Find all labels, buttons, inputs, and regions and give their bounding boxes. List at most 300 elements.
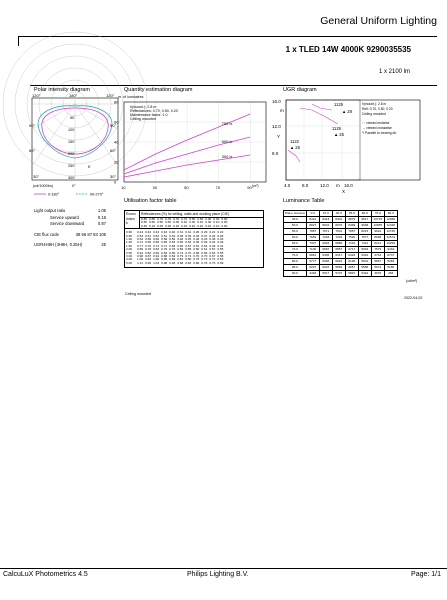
lum-cell: 7669: [306, 235, 319, 241]
ut-cell: 0.94: [137, 250, 144, 255]
table-row: [125, 262, 224, 265]
lum-cell: 7987: [306, 229, 319, 235]
polar-radial-100: 100: [68, 128, 75, 132]
lum-cell: 65.0: [284, 241, 307, 247]
ut-cell: 0.51: [161, 233, 168, 238]
lum-cell: 5442: [358, 271, 371, 277]
ut-cell: 0.74: [177, 250, 184, 255]
quantity-series-label: 500 lx: [221, 139, 233, 144]
stat-up-value: 0.18: [97, 214, 106, 220]
ugr-title: UGR diagram: [283, 87, 317, 93]
luminance-unit: (cd/m²): [406, 279, 418, 283]
lum-cell: 8499: [345, 223, 358, 229]
ut-refl-cell: 0.30: [141, 223, 148, 228]
ut-room-index: 1.00: [126, 236, 133, 241]
ut-cell: 0.55: [217, 247, 224, 252]
polar-angle-tl: 120°: [32, 93, 41, 98]
quantity-xtick-label: 90: [247, 185, 252, 190]
ut-cell: 0.41: [217, 243, 224, 248]
ut-cell: 0.84: [169, 253, 176, 258]
ut-refl-cell: 0.70: [165, 217, 172, 221]
lum-cell: 5074: [371, 265, 384, 271]
ut-cell: 0.74: [153, 243, 160, 248]
polar-angle-top: 180°: [69, 93, 78, 98]
lum-cell: 9038: [358, 223, 371, 229]
ut-cell: 0.49: [201, 240, 208, 245]
quantity-series-label: 750 lx: [221, 121, 233, 126]
ugr-legend-ceiling: Ceiling mounted: [362, 111, 386, 116]
ut-cell: 0.45: [185, 236, 192, 241]
ut-cell: 0.60: [153, 236, 160, 241]
lum-cell: 7204: [332, 235, 345, 241]
lum-header-cell: 15.0: [319, 211, 332, 217]
lum-cell: 80.0: [284, 259, 307, 265]
ugr-point-2-label: 1125: [332, 126, 342, 131]
ut-cell: 0.49: [209, 243, 216, 248]
ut-refl-cell: 0.80: [141, 217, 148, 221]
ut-refl-cell: 0.00: [221, 217, 228, 221]
quantity-reflectances: Reflectances: 0.70, 0.50, 0.20: [130, 109, 178, 114]
lum-cell: 5897: [345, 271, 358, 277]
ut-cell: 0.70: [193, 253, 200, 258]
lum-cell: 55.0: [284, 229, 307, 235]
ugr-point-1-value: ▲ 28: [342, 109, 352, 114]
ut-cell: 0.98: [161, 260, 168, 265]
lum-cell: 7579: [371, 247, 384, 253]
lum-cell: 6886: [332, 241, 345, 247]
lum-cell: 9434: [384, 247, 397, 253]
lum-cell: 7441: [358, 241, 371, 247]
ut-cell: 0.22: [217, 230, 224, 235]
lum-cell: 11348: [384, 223, 397, 229]
ut-cell: 0.63: [209, 250, 216, 255]
ut-cell: 0.55: [217, 250, 224, 255]
ugr-y-mid: 12.0: [272, 124, 281, 129]
ut-refl-cell: 0.50: [189, 217, 196, 221]
lumen-output: 1 x 2100 lm: [378, 69, 410, 75]
ut-cell: 0.84: [177, 257, 184, 262]
ut-cell: 0.44: [209, 240, 216, 245]
ut-cell: 0.39: [185, 233, 192, 238]
lum-cell: 7307: [306, 241, 319, 247]
lum-cell: 11574: [384, 235, 397, 241]
ut-refl-cell: 0.10: [197, 223, 204, 228]
ut-cell: 0.52: [185, 240, 192, 245]
lum-cell: 5859: [332, 265, 345, 271]
ut-cell: 0.37: [201, 233, 208, 238]
ut-cell: 0.32: [209, 233, 216, 238]
lum-cell: 11735: [384, 229, 397, 235]
polar-legend-c0: 0-180°: [48, 192, 60, 197]
footer-software: CalcuLuX Photometrics 4.5: [3, 571, 88, 578]
ut-cell: 0.51: [145, 233, 152, 238]
ut-cell: 0.49: [169, 233, 176, 238]
ut-refl-cell: 0.30: [157, 223, 164, 228]
lum-cell: 7957: [345, 229, 358, 235]
ut-refl-cell: 0.50: [149, 220, 156, 225]
polar-radial-150: 150: [68, 140, 75, 144]
ut-cell: 0.76: [193, 257, 200, 262]
ut-cell: 0.29: [201, 230, 208, 235]
lum-cell: 6557: [332, 247, 345, 253]
ut-cell: 0.80: [169, 250, 176, 255]
ut-cell: 0.71: [137, 240, 144, 245]
lum-cell: 6269: [384, 259, 397, 265]
ut-cell: 0.77: [137, 243, 144, 248]
quantity-xtick-label: 50: [184, 185, 189, 190]
ut-cell: 1.06: [137, 257, 144, 262]
ut-cell: 0.55: [177, 240, 184, 245]
ut-cell: 0.88: [161, 253, 168, 258]
stat-up-label: Service upward: [50, 214, 79, 220]
lum-cell: 7100: [306, 247, 319, 253]
ut-cell: 0.40: [193, 236, 200, 241]
ut-k-label: k: [126, 221, 128, 226]
ut-refl-cell: 0.70: [173, 217, 180, 221]
ut-refl-cell: 0.20: [165, 223, 172, 228]
ugr-legend: [362, 102, 420, 136]
ut-cell: 0.70: [185, 250, 192, 255]
ut-cell: 0.54: [201, 243, 208, 248]
lum-cell: 7631: [332, 229, 345, 235]
ugr-x-tick-2: 12.0: [320, 183, 329, 188]
lum-cell: 6297: [306, 265, 319, 271]
ut-refl-cell: 0.50: [141, 220, 148, 225]
polar-diagram: [30, 94, 120, 200]
ugr-point-1-label: 1125: [334, 102, 344, 107]
lum-cell: 6435: [319, 253, 332, 259]
polar-radial-250: 250: [68, 164, 75, 168]
ut-cell: 0.87: [145, 253, 152, 258]
ugr-stat-value: 25: [101, 242, 106, 247]
lum-cell: 8034: [319, 223, 332, 229]
ut-room-index: 5.00: [126, 260, 133, 265]
polar-title: Polar intensity diagram: [34, 87, 90, 93]
ut-cell: 0.40: [169, 230, 176, 235]
quantity-xtick-label: 70: [215, 185, 221, 190]
ut-cell: 0.76: [209, 260, 216, 265]
ut-cell: 0.82: [145, 250, 152, 255]
quantity-xtick-label: 10: [121, 185, 126, 190]
ut-cell: 0.68: [169, 243, 176, 248]
lum-header-cell: 60.0: [358, 211, 371, 217]
quantity-ytick-label: 0: [114, 179, 117, 185]
lum-cell: 90.0: [284, 271, 307, 277]
stat-down-value: 0.87: [97, 221, 106, 226]
lum-cell: 6932: [358, 247, 371, 253]
ut-cell: 0.65: [161, 240, 168, 245]
utilisation-title: Utilisation factor table: [124, 198, 177, 204]
ut-cell: 0.63: [217, 257, 224, 262]
quantity-ytick-label: 40: [114, 139, 119, 145]
ut-cell: 0.68: [153, 240, 160, 245]
lum-cell: 8413: [319, 217, 332, 223]
ut-cell: 0.58: [145, 236, 152, 241]
ut-refl-cell: 0.30: [205, 220, 212, 225]
ugr-x-tick-0: 4.0: [284, 183, 291, 188]
ut-cell: 0.76: [169, 247, 176, 252]
ugr-y-top: 16.0: [272, 99, 281, 104]
footer-page: Page: 1/1: [411, 571, 441, 578]
lum-cell: 6266: [319, 259, 332, 265]
ut-cell: 0.66: [193, 250, 200, 255]
ut-cell: 0.28: [217, 233, 224, 238]
ut-cell: 0.69: [177, 247, 184, 252]
ut-cell: 0.70: [145, 243, 152, 248]
ut-cell: 0.38: [209, 236, 216, 241]
ut-cell: 0.42: [145, 230, 152, 235]
ut-cell: 0.84: [161, 250, 168, 255]
ut-cell: 1.00: [153, 257, 160, 262]
ut-cell: 0.52: [153, 233, 160, 238]
ut-refl-cell: 0.70: [181, 217, 188, 221]
ut-cell: 0.79: [177, 253, 184, 258]
ut-cell: 0.83: [153, 247, 160, 252]
ut-cell: 0.43: [153, 230, 160, 235]
ut-refl-cell: 0.80: [149, 217, 156, 221]
lum-cell: 8215: [358, 229, 371, 235]
ut-refl-cell: 0.10: [189, 223, 196, 228]
ut-cell: 0.63: [169, 240, 176, 245]
quantity-series-label: 300 lx: [221, 154, 233, 159]
ut-refl-cell: 0.10: [205, 223, 212, 228]
ut-cell: 1.11: [137, 260, 143, 265]
ut-cell: 0.39: [177, 233, 184, 238]
polar-angle-l60: 60°: [29, 148, 36, 153]
ut-cell: 0.65: [185, 247, 192, 252]
ugr-point-2-value: ▲ 25: [334, 132, 344, 137]
lum-cell: 5180: [384, 265, 397, 271]
polar-angle-l90: 90°: [29, 123, 36, 128]
lum-cell: 85.0: [284, 265, 307, 271]
lum-header-cell: Plane Gamma: [285, 210, 305, 215]
ut-refl-cell: 0.50: [165, 220, 172, 225]
polar-angle-r30: 30°: [110, 174, 117, 179]
stat-lor-value: 1.05: [97, 208, 106, 213]
ut-cell: 0.67: [209, 253, 216, 258]
ut-refl-cell: 0.30: [173, 220, 180, 225]
polar-angle-r60: 60°: [110, 148, 117, 153]
ut-cell: 0.78: [201, 260, 208, 265]
ut-room-index: 2.50: [126, 250, 133, 255]
ut-cell: 0.56: [169, 236, 176, 241]
ugr-stat-label: UGR4H8H (4H8H, 0.25H): [34, 242, 83, 247]
ut-refl-cell: 0.50: [197, 217, 204, 221]
lum-cell: 6317: [332, 253, 345, 259]
ut-refl-cell: 0.70: [157, 217, 164, 221]
lum-cell: 8879: [345, 217, 358, 223]
section-rule: [30, 85, 437, 86]
footer-rule: [0, 568, 447, 569]
ut-refl-cell: 0.30: [213, 217, 220, 221]
ut-cell: 0.44: [137, 230, 144, 235]
ut-heading: Reflectances (%) for ceiling, walls and working plane (CIE): [140, 211, 263, 218]
lum-cell: 284: [384, 271, 397, 277]
ut-room-index: 3.00: [126, 253, 133, 258]
lum-cell: 5917: [319, 271, 332, 277]
quantity-title: Quantity estimation diagram: [124, 87, 193, 93]
ugr-x-tick-unit: m: [336, 183, 340, 188]
lum-cell: 6764: [371, 253, 384, 259]
lum-cell: 8214: [371, 241, 384, 247]
ut-cell: 0.58: [217, 253, 224, 258]
ut-cell: 0.90: [153, 250, 160, 255]
stat-down-label: Service downward: [50, 221, 85, 226]
ut-refl-cell: 0.10: [181, 223, 188, 228]
ut-refl-cell: 0.10: [197, 220, 204, 225]
ut-cell: 0.80: [185, 257, 192, 262]
polar-center-label: E: [88, 165, 91, 169]
lum-cell: 8737: [384, 253, 397, 259]
lum-cell: 6196: [345, 259, 358, 265]
ut-cell: 0.80: [193, 260, 200, 265]
ut-refl-cell: 0.10: [149, 223, 156, 228]
ut-note: Ceiling mounted: [125, 292, 151, 296]
ugr-point-3-value: ▲ 25: [290, 145, 300, 150]
ut-cell: 0.43: [201, 236, 208, 241]
ut-refl-cell: 0.10: [213, 223, 220, 228]
ut-cell: 1.03: [153, 260, 160, 265]
ut-room-index: 1.25: [126, 240, 133, 245]
photometric-stats: [34, 208, 106, 249]
lum-cell: 3976: [371, 271, 384, 277]
ugr-legend-height: h(mount.): 2.8 m: [362, 102, 387, 106]
ut-cell: 0.31: [177, 230, 184, 235]
lum-cell: 6994: [319, 241, 332, 247]
ugr-legend-parallel: Y Parallel to viewing dir.: [362, 130, 397, 135]
lum-cell: 10055: [371, 223, 384, 229]
lum-header-cell: 30.0: [332, 211, 345, 217]
ut-refl-cell: 0.30: [189, 220, 196, 225]
cie-label: CIE flux code: [34, 231, 59, 237]
polar-angle-l30: 30°: [33, 174, 40, 179]
lum-cell: 8076: [332, 223, 345, 229]
ut-cell: 0.61: [201, 247, 208, 252]
quantity-xtick-label: 30: [152, 185, 158, 190]
lum-cell: 70.0: [284, 247, 307, 253]
ut-cell: 0.60: [177, 243, 184, 248]
ut-cell: 0.94: [153, 253, 160, 258]
luminance-title: Luminance Table: [283, 198, 325, 204]
ut-cell: 0.39: [217, 240, 224, 245]
polar-legend-c90: 90-270°: [90, 192, 104, 197]
lum-cell: 7116: [345, 241, 358, 247]
lum-cell: 10294: [384, 241, 397, 247]
lum-cell: 60.0: [284, 235, 307, 241]
lum-cell: 10715: [371, 217, 384, 223]
ut-refl-cell: 0.00: [221, 220, 228, 225]
quantity-ceiling: Ceiling mounted: [130, 117, 156, 122]
lum-cell: 5867: [371, 259, 384, 265]
lum-cell: 4493: [306, 271, 319, 277]
ugr-x-tick-3: 16.0: [344, 183, 353, 188]
lum-cell: 6717: [345, 247, 358, 253]
ut-room-index: 4.00: [126, 257, 133, 262]
ut-cell: 0.66: [201, 250, 208, 255]
lum-cell: 6015: [319, 265, 332, 271]
ut-cell: 0.93: [169, 260, 176, 265]
ugr-point-3-label: 1122: [290, 139, 300, 144]
ut-cell: 0.33: [193, 233, 200, 238]
ut-refl-cell: 0.10: [213, 220, 220, 225]
ut-cell: 0.86: [137, 247, 144, 252]
polar-angle-r90: 90°: [110, 123, 117, 128]
lum-cell: 6687: [319, 247, 332, 253]
report-title: General Uniform Lighting: [320, 15, 437, 27]
ut-cell: 0.71: [161, 243, 168, 248]
ut-refl-cell: 0.10: [173, 223, 180, 228]
ut-cell: 0.22: [209, 230, 216, 235]
report-date: 2022-04-02: [404, 296, 423, 300]
lum-header-cell: 90.0: [384, 211, 397, 217]
lum-cell: 8401: [332, 217, 345, 223]
lum-cell: 7977: [358, 235, 371, 241]
ut-cell: 0.83: [185, 260, 192, 265]
ut-refl-cell: 0.00: [221, 223, 228, 228]
lum-cell: 9624: [371, 229, 384, 235]
luminance-table: [283, 210, 398, 277]
ut-cell: 0.74: [185, 253, 192, 258]
polar-angle-tr: 120°: [106, 93, 115, 98]
lum-cell: 8998: [371, 235, 384, 241]
lum-cell: 75.0: [284, 253, 307, 259]
lum-header-cell: 75.0: [371, 211, 384, 217]
lum-cell: 8416: [306, 217, 319, 223]
lum-header-cell: 0.0: [306, 211, 319, 217]
ut-cell: 0.62: [137, 236, 144, 241]
ut-room-index: 1.50: [126, 243, 133, 248]
lum-cell: 7671: [319, 229, 332, 235]
ut-refl-cell: 0.10: [181, 220, 188, 225]
lum-cell: 8027: [306, 223, 319, 229]
ugr-x-axis-label: X: [342, 189, 346, 194]
ut-cell: 0.72: [209, 257, 216, 262]
lum-cell: 5707: [332, 271, 345, 277]
ut-cell: 0.89: [169, 257, 176, 262]
ugr-y-axis-label: Y: [277, 134, 281, 139]
ut-cell: 0.98: [137, 253, 144, 258]
ut-cell: 0.95: [161, 257, 168, 262]
ut-cell: 0.73: [201, 257, 208, 262]
ut-cell: 0.26: [193, 230, 200, 235]
quantity-ylabel: nr. of luminaires: [118, 95, 144, 99]
lum-cell: 6961: [306, 253, 319, 259]
polar-unit: (cd/1000lm): [33, 184, 54, 188]
lum-cell: 45.0: [284, 217, 307, 223]
lum-cell: 6057: [345, 265, 358, 271]
footer-company: Philips Lighting B.V.: [187, 571, 249, 578]
utilisation-table: [124, 210, 264, 268]
ut-refl-cell: 0.30: [205, 217, 212, 221]
lum-header-cell: 45.0: [345, 211, 358, 217]
ugr-legend-endwise: ↑↑ viewed endwise: [362, 120, 390, 125]
ut-cell: 0.54: [137, 233, 144, 238]
cie-value: 38 66 87 83 105: [75, 231, 106, 237]
lum-cell: 12080: [384, 217, 397, 223]
quantity-maintenance: Maintenance factor: 1.0: [130, 113, 168, 118]
ugr-y-unit: m: [280, 108, 284, 113]
lum-cell: 6024: [332, 259, 345, 265]
ut-cell: 0.43: [161, 230, 168, 235]
quantity-ytick-label: 20: [114, 159, 119, 165]
ut-cell: 0.60: [193, 247, 200, 252]
ut-cell: 0.33: [217, 236, 224, 241]
ut-cell: 0.46: [193, 240, 200, 245]
ut-room-index: 0.60: [126, 230, 133, 235]
product-title: 1 x TLED 14W 4000K 9290035535: [285, 45, 411, 54]
lum-cell: 7294: [319, 235, 332, 241]
ut-cell: 0.31: [185, 230, 192, 235]
